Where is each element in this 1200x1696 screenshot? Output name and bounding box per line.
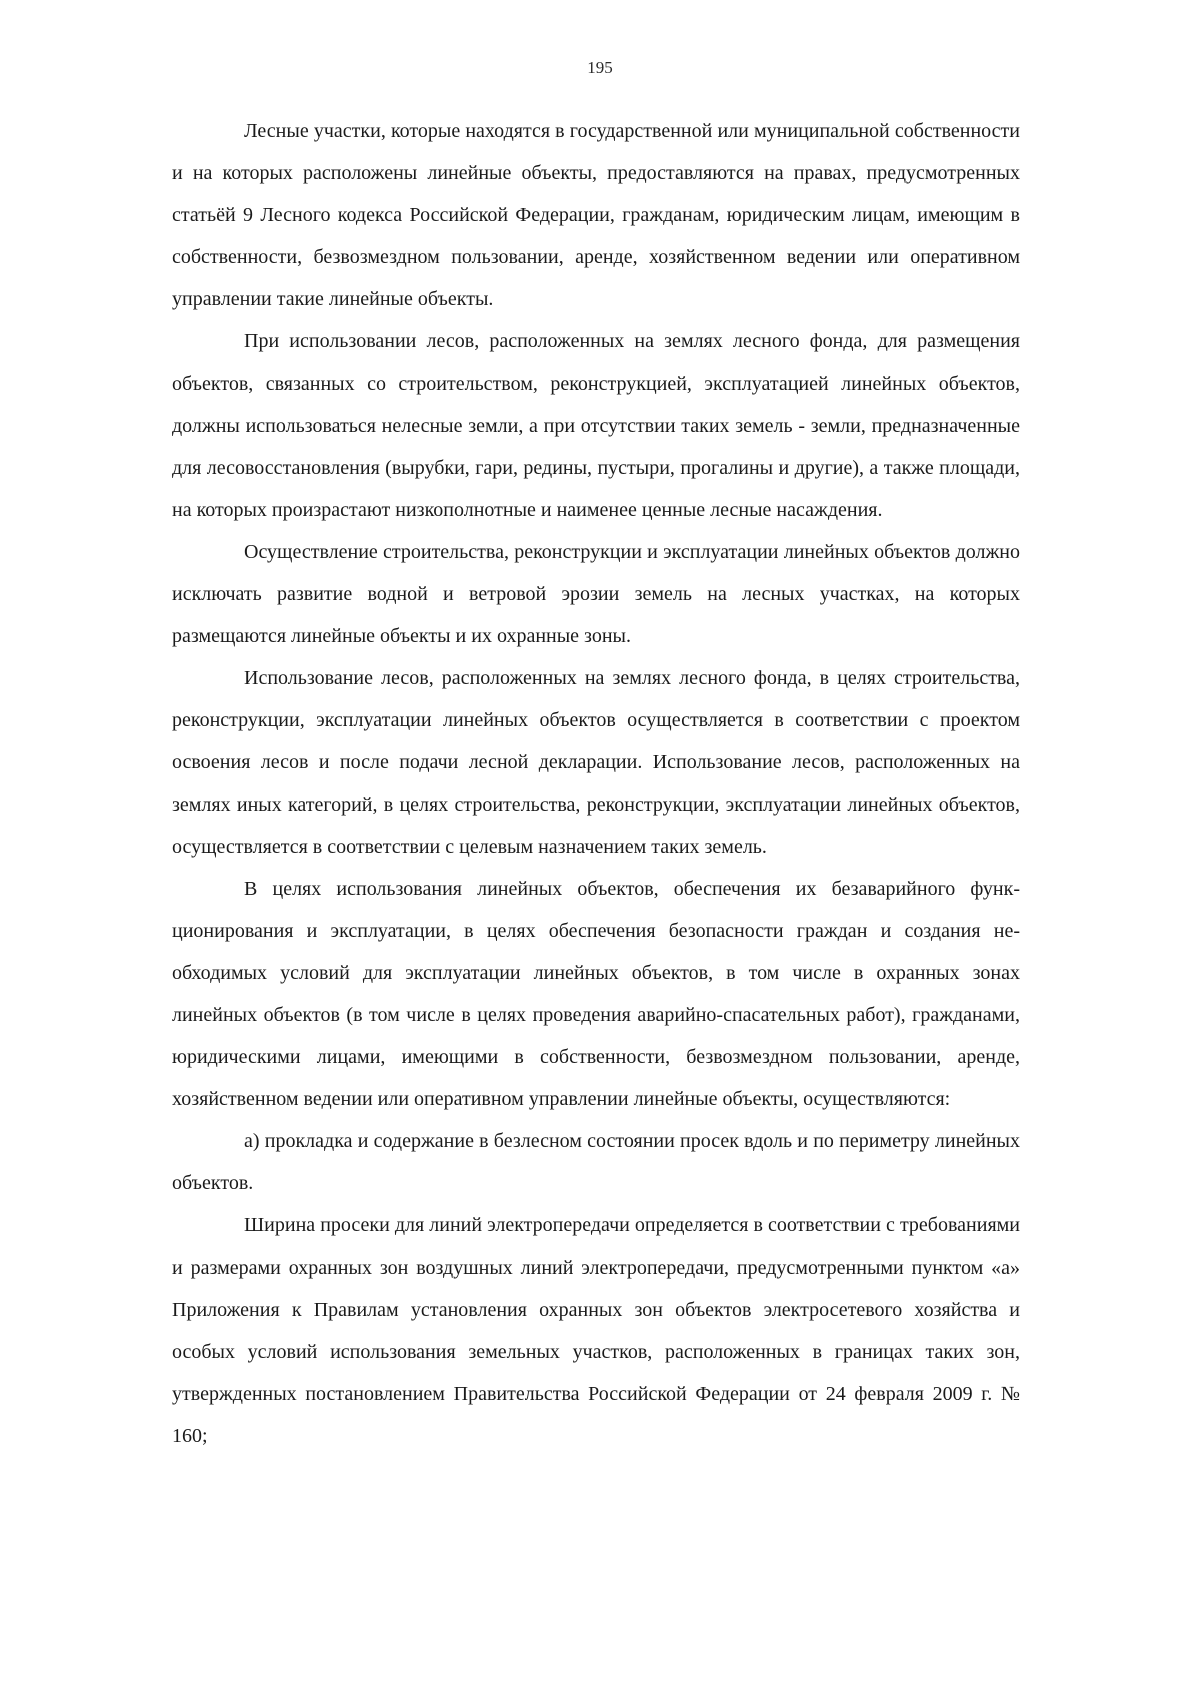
paragraph-safe-operation: В целях использования линейных объектов, обеспечения их безаварийного функционирования и эксплуатации, в целях обеспечения безопасности граждан и создания необходимых условий для эксплуатации линейных объектов, в том числе в охранных зонах линейных объектов (в том числе в целях проведения аварийно-спасательных работ), гражданами, юридическими лицами, имеющими в собственности, безвозмездном пользовании, аренде, хозяйственном ведении или оперативном управлении линейные объекты, осуществляются: xyxy=(172,877,1020,1111)
paragraph-erosion-prevention: Осуществление строительства, реконструкции и эксплуатации линейных объектов должно исключать развитие водной и ветровой эрозии земель на лесных участках, на которых размещаются линейные объекты и их охранные зоны. xyxy=(172,540,1020,648)
page-number: 195 xyxy=(587,58,613,77)
body-text xyxy=(172,110,1020,1457)
paragraph-forest-plots-ownership: Лесные участки, которые находятся в государственной или муниципальной собственности и на которых расположены линейные объекты, предоставляются на правах, предусмотренных статьёй 9 Лесного кодекса Российской Федерации, гражданам, юридическим лицам, имеющим в собственности, безвозмездном пользовании, аренде, хозяйственном ведении или оперативном управлении такие линейные объекты. xyxy=(172,120,1020,311)
paragraph-clearing-item-a: а) прокладка и содержание в безлесном состоянии просек вдоль и по периметру линейных объектов. xyxy=(172,1130,1020,1195)
paragraph-clearing-width: Ширина просеки для линий электропередачи определяется в соответствии с требованиями и размерами охранных зон воздушных линий электропередачи, предусмотренными пунктом «а» Приложения к Правилам установления охранных зон объектов электросетевого хозяйства и особых условий использования земельных участков, расположенных в границах таких зон, утвержденных постановлением Правительства Российской Федерации от 24 февраля 2009 г. № 160; xyxy=(172,1214,1020,1447)
paragraph-land-use-requirements: При использовании лесов, расположенных на землях лесного фонда, для размещения объектов, связанных со строительством, реконструкцией, эксплуатацией линейных объектов, должны использоваться нелесные земли, а при отсутствии таких земель - земли, предназначенные для лесовосстановления (вырубки, гари, редины, пустыри, прогалины и другие), а также площади, на которых произрастают низкополнотные и наименее ценные лесные насаждения. xyxy=(172,330,1020,521)
paragraph-forest-development-project: Использование лесов, расположенных на землях лесного фонда, в целях строительства, реконструкции, эксплуатации линейных объектов осуществляется в соответствии с проектом освоения лесов и после подачи лесной декларации. Использование лесов, расположенных на землях иных категорий, в целях строительства, реконструкции, эксплуатации линейных объектов, осуществляется в соответствии с целевым назначением таких земель. xyxy=(172,667,1020,858)
